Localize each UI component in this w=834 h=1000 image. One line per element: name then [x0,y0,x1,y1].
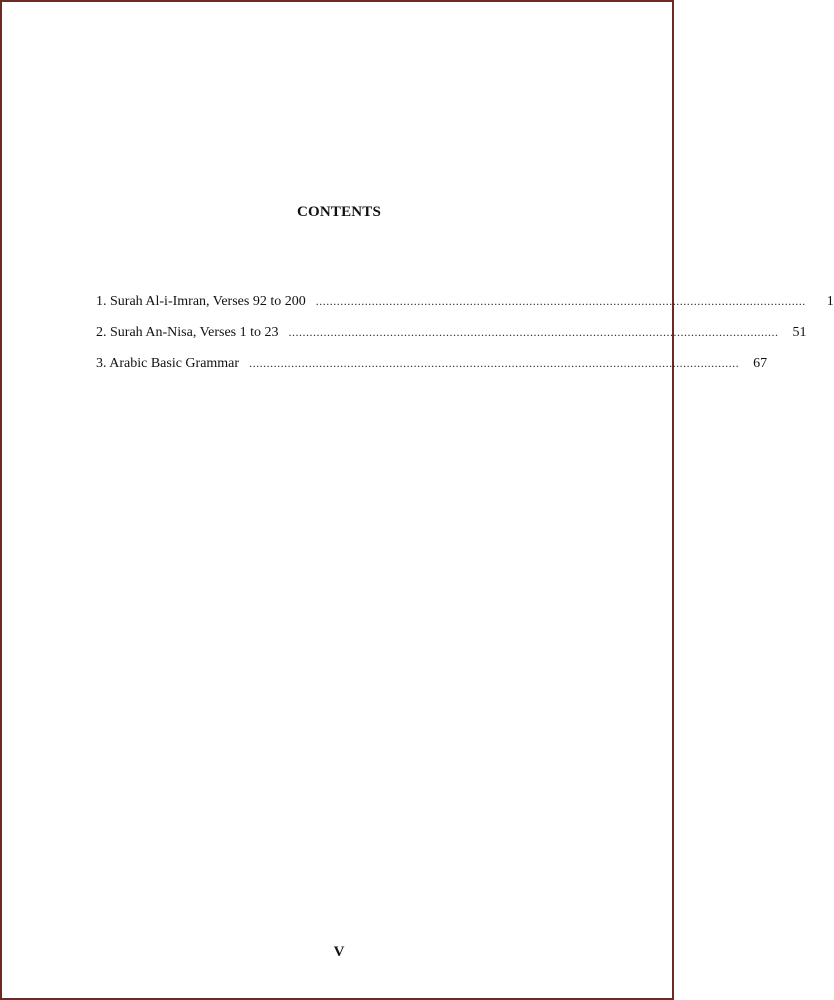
toc-entry[interactable] [96,325,807,356]
toc-entry-title: 3. Arabic Basic Grammar [96,356,240,371]
toc-dot-leader: ............................................................................................................................................ [288,325,779,339]
toc-entry-title: 1. Surah Al-i-Imran, Verses 92 to 200 [96,294,306,309]
toc-entry-page: 51 [792,325,807,340]
toc-entry[interactable] [96,356,768,387]
page-title: CONTENTS [296,204,382,220]
toc-dot-leader: ............................................................................................................................................ [315,294,806,308]
toc-dot-leader: ............................................................................................................................................ [249,356,740,370]
page-number: V [333,944,345,960]
toc-entry[interactable] [96,294,834,325]
table-of-contents [96,294,834,387]
toc-entry-page: 1 [826,294,834,309]
toc-entry-page: 67 [753,356,768,371]
toc-entry-title: 2. Surah An-Nisa, Verses 1 to 23 [96,325,279,340]
